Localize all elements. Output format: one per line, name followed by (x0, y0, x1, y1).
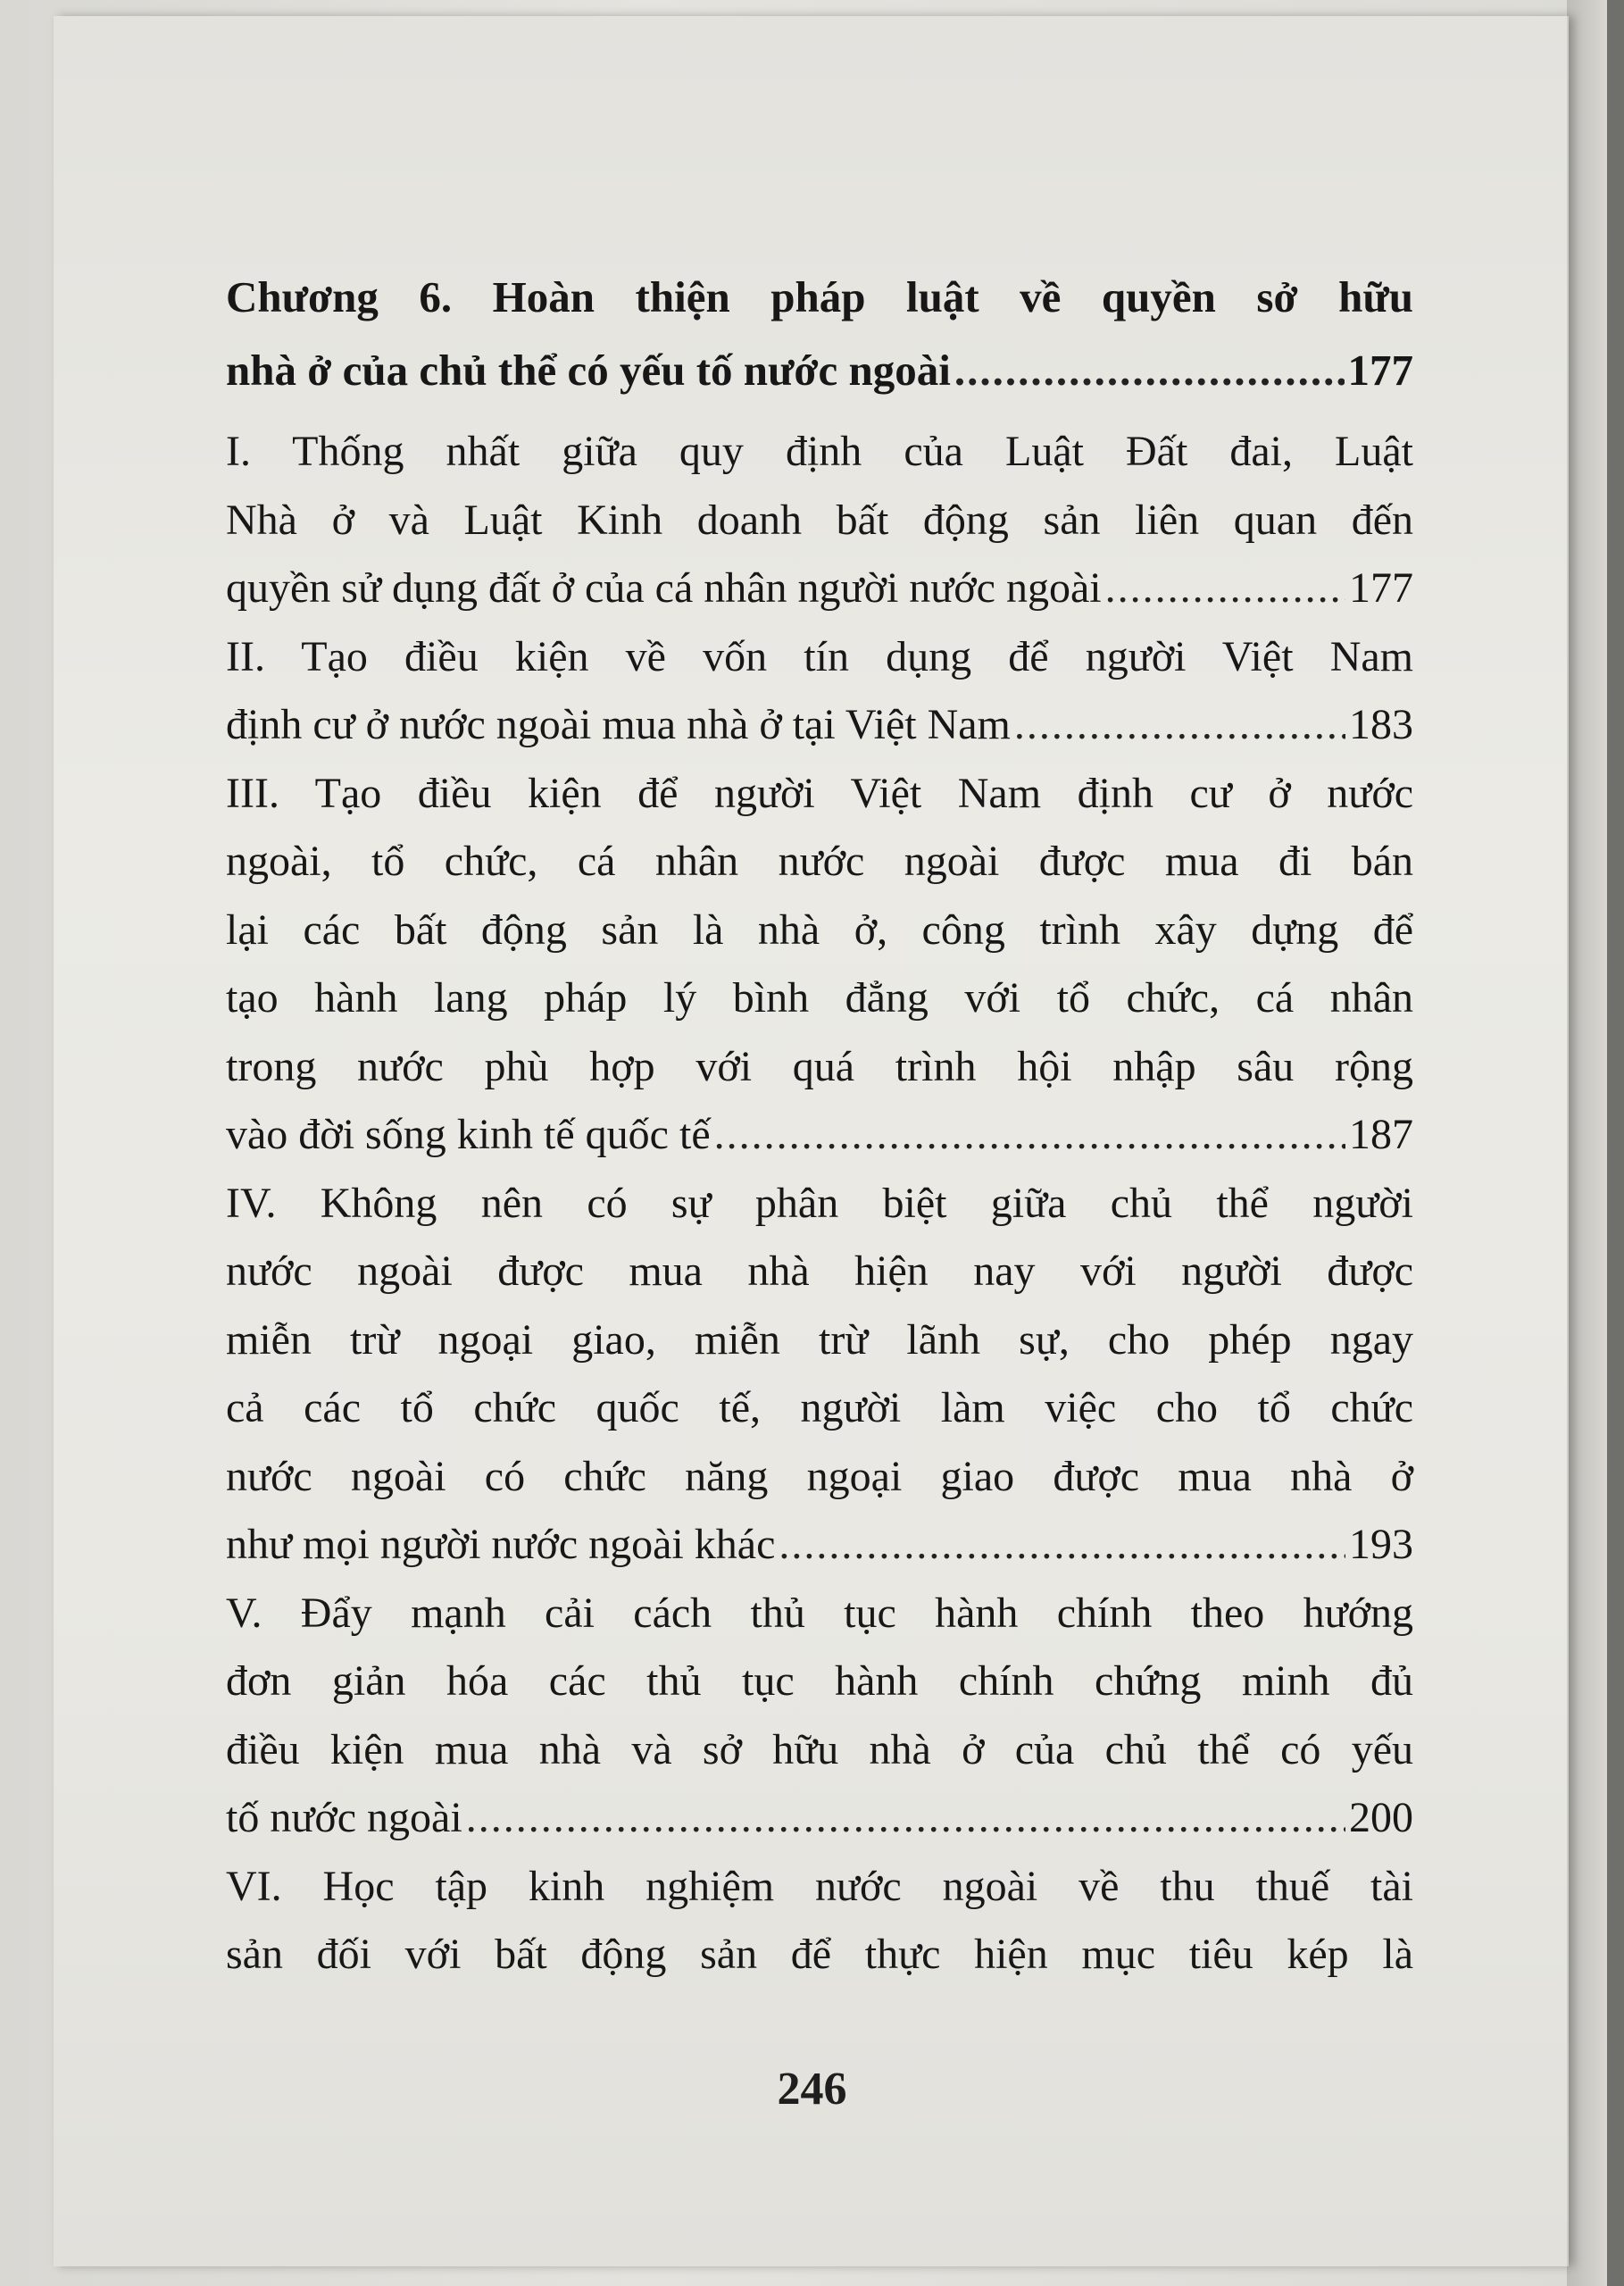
section-text: quyền sử dụng đất ở của cá nhân người nước ngoài (226, 564, 1102, 612)
book-edge (1567, 0, 1607, 2286)
section-line: trong nước phù hợp với quá trình hội nhập sâu rộng (226, 1042, 1413, 1090)
toc-section-6 (226, 1853, 1413, 1990)
dot-leader (1014, 691, 1345, 760)
dot-leader (779, 1511, 1345, 1580)
section-last-line (226, 691, 1413, 760)
page-ref: 177 (1349, 564, 1413, 612)
section-line: III. Tạo điều kiện để người Việt Nam định cư ở nước (226, 769, 1413, 817)
section-last-line (226, 1101, 1413, 1170)
toc-chapter-entry (226, 261, 1413, 407)
page-ref: 177 (1347, 346, 1413, 395)
section-line: nước ngoài được mua nhà hiện nay với người được (226, 1247, 1413, 1295)
section-line: miễn trừ ngoại giao, miễn trừ lãnh sự, cho phép ngay (226, 1315, 1413, 1364)
chapter-title-line: Chương 6. Hoàn thiện pháp luật về quyền sở hữu (226, 272, 1413, 321)
section-line: lại các bất động sản là nhà ở, công trình xây dựng để (226, 905, 1413, 954)
chapter-title-last-line (226, 334, 1413, 407)
page-ref: 187 (1349, 1111, 1413, 1158)
page-ref: 193 (1349, 1521, 1413, 1568)
toc-section-3 (226, 760, 1413, 1170)
dot-leader (466, 1784, 1345, 1853)
section-line: sản đối với bất động sản để thực hiện mục tiêu kép là (226, 1931, 1413, 1978)
section-line: ngoài, tổ chức, cá nhân nước ngoài được mua đi bán (226, 838, 1413, 885)
section-line: tạo hành lang pháp lý bình đẳng với tổ chức, cá nhân (226, 974, 1413, 1022)
page-ref: 183 (1349, 701, 1413, 748)
section-line: cả các tổ chức quốc tế, người làm việc cho tổ chức (226, 1384, 1413, 1431)
chapter-title-text: nhà ở của chủ thể có yếu tố nước ngoài (226, 346, 951, 395)
section-line: đơn giản hóa các thủ tục hành chính chứng minh đủ (226, 1657, 1413, 1705)
dot-leader (954, 334, 1345, 407)
section-line: nước ngoài có chức năng ngoại giao được mua nhà ở (226, 1452, 1413, 1500)
toc-section-5 (226, 1580, 1413, 1853)
dot-leader (1105, 555, 1345, 623)
table-of-contents (226, 261, 1413, 1990)
toc-section-4 (226, 1170, 1413, 1580)
section-last-line (226, 555, 1413, 623)
page-number: 246 (777, 2064, 847, 2115)
section-line: VI. Học tập kinh nghiệm nước ngoài về thu thuế tài (226, 1862, 1413, 1910)
toc-section-2 (226, 623, 1413, 760)
section-text: định cư ở nước ngoài mua nhà ở tại Việt Nam (226, 701, 1011, 748)
section-line: I. Thống nhất giữa quy định của Luật Đất đai, Luật (226, 428, 1413, 475)
section-text: vào đời sống kinh tế quốc tế (226, 1111, 711, 1158)
dot-leader (714, 1101, 1345, 1170)
section-line: Nhà ở và Luật Kinh doanh bất động sản liên quan đến (226, 496, 1413, 544)
section-last-line (226, 1511, 1413, 1580)
section-line: điều kiện mua nhà và sở hữu nhà ở của chủ thể có yếu (226, 1725, 1413, 1773)
page-ref: 200 (1349, 1794, 1413, 1841)
section-line: II. Tạo điều kiện về vốn tín dụng để người Việt Nam (226, 632, 1413, 680)
section-last-line (226, 1784, 1413, 1853)
section-line: IV. Không nên có sự phân biệt giữa chủ thể người (226, 1179, 1413, 1227)
section-text: tố nước ngoài (226, 1794, 462, 1841)
section-line: V. Đẩy mạnh cải cách thủ tục hành chính theo hướng (226, 1589, 1413, 1637)
toc-section-1 (226, 418, 1413, 623)
section-text: như mọi người nước ngoài khác (226, 1521, 776, 1568)
